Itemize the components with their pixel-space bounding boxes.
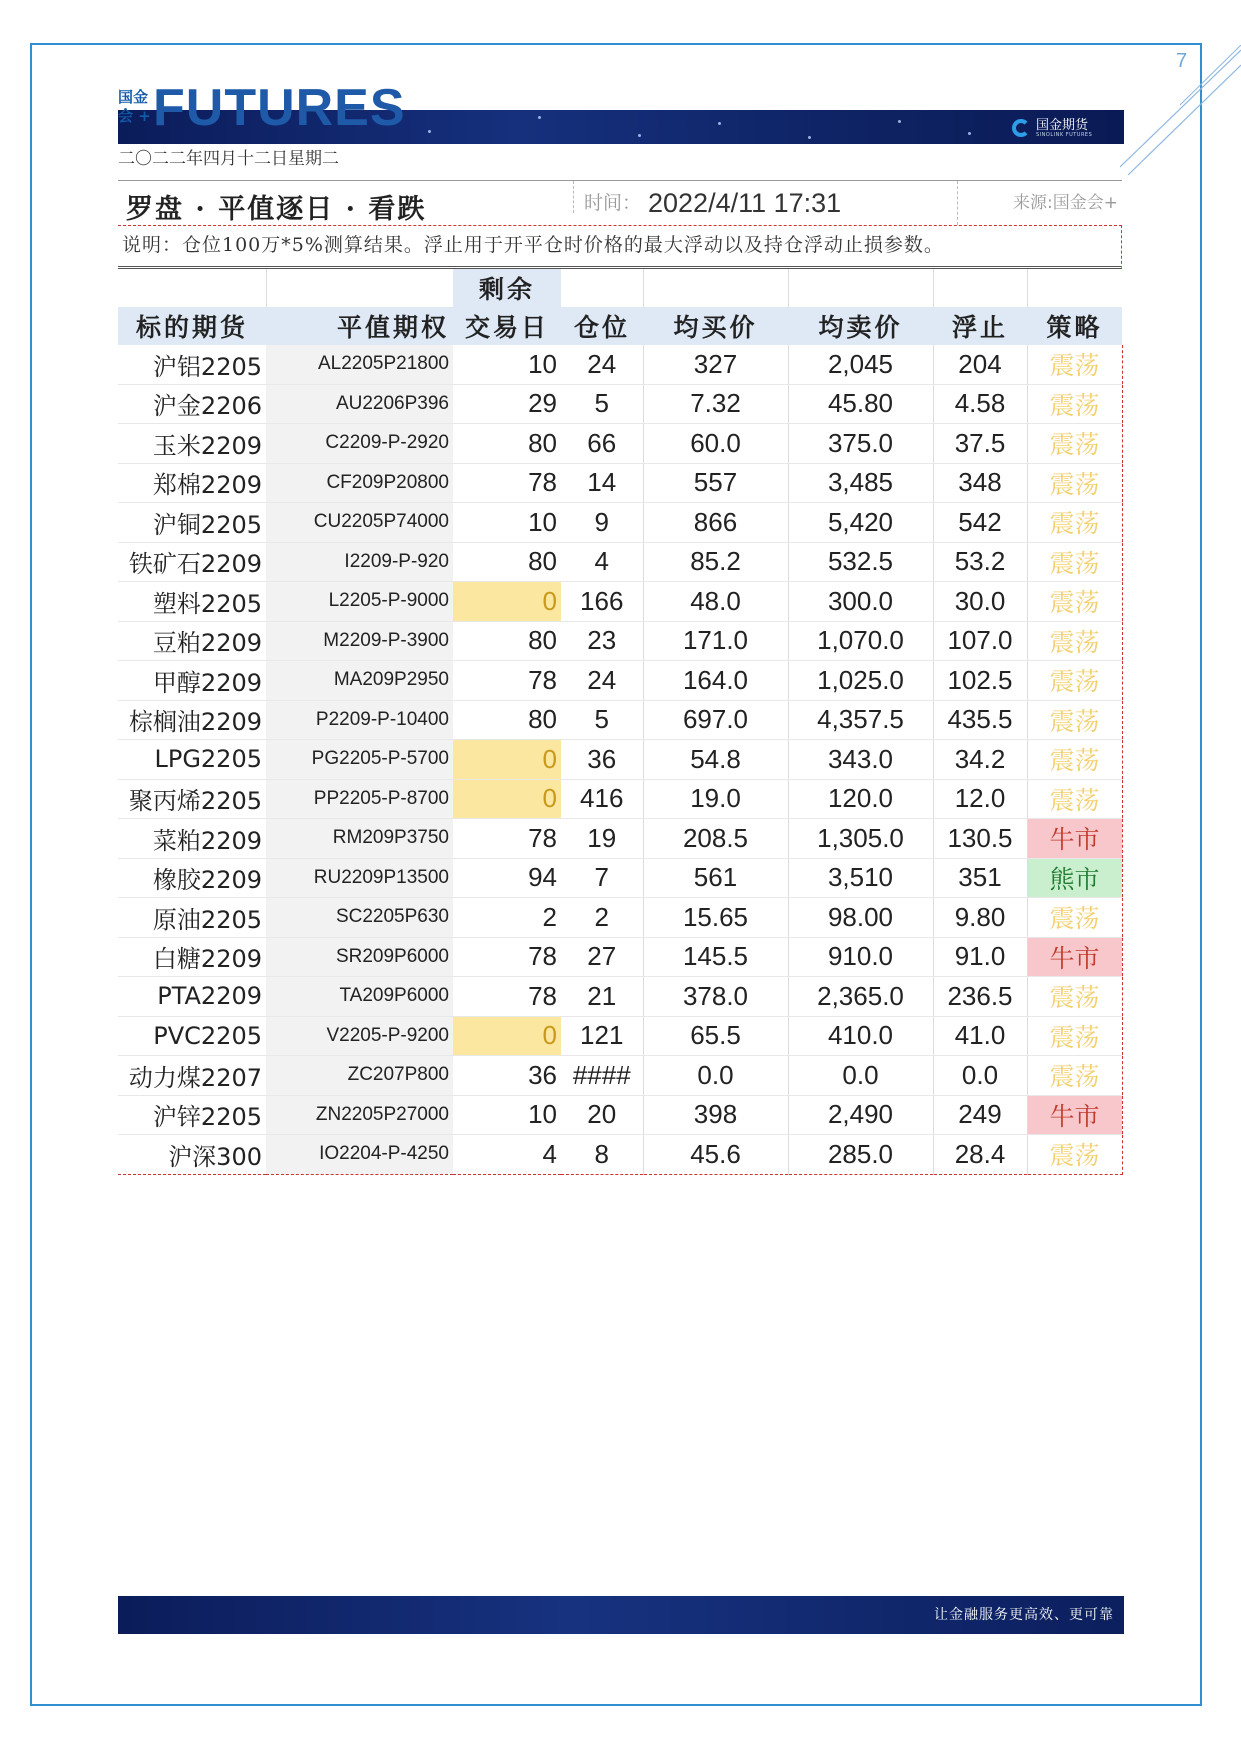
avg-sell-cell: 3,510 [788, 858, 933, 898]
avg-buy-cell: 60.0 [643, 424, 788, 464]
float-stop-cell: 30.0 [933, 582, 1027, 622]
underlying-cell: 橡胶2209 [118, 858, 266, 898]
avg-sell-cell: 45.80 [788, 384, 933, 424]
avg-buy-cell: 557 [643, 463, 788, 503]
float-stop-cell: 204 [933, 345, 1027, 384]
table-row [118, 937, 1122, 977]
column-header: 仓位 [561, 307, 643, 345]
remaining-days-cell: 10 [453, 345, 561, 384]
option-code-cell: CF209P20800 [266, 463, 453, 503]
avg-buy-cell: 561 [643, 858, 788, 898]
strategy-cell: 牛市 [1027, 937, 1122, 977]
position-cell: 121 [561, 1016, 643, 1056]
option-code-cell: I2209-P-920 [266, 542, 453, 582]
avg-sell-cell: 410.0 [788, 1016, 933, 1056]
table-row [118, 1016, 1122, 1056]
float-stop-cell: 348 [933, 463, 1027, 503]
avg-buy-cell: 65.5 [643, 1016, 788, 1056]
underlying-cell: 玉米2209 [118, 424, 266, 464]
float-stop-cell: 28.4 [933, 1135, 1027, 1175]
remaining-days-cell: 78 [453, 819, 561, 859]
table-body [118, 345, 1122, 1174]
table-row [118, 1095, 1122, 1135]
underlying-cell: 沪铝2205 [118, 345, 266, 384]
position-cell: 66 [561, 424, 643, 464]
avg-buy-cell: 54.8 [643, 740, 788, 780]
remaining-days-cell: 36 [453, 1056, 561, 1096]
avg-sell-cell: 1,070.0 [788, 621, 933, 661]
underlying-cell: 聚丙烯2205 [118, 779, 266, 819]
option-code-cell: PP2205-P-8700 [266, 779, 453, 819]
position-cell: 4 [561, 542, 643, 582]
column-header: 策略 [1027, 307, 1122, 345]
time-label: 时间： [573, 181, 641, 213]
report-note: 说明：仓位100万*5%测算结果。浮止用于开平仓时价格的最大浮动以及持仓浮动止损参数。 [118, 225, 1122, 269]
avg-buy-cell: 7.32 [643, 384, 788, 424]
underlying-cell: 沪深300 [118, 1135, 266, 1175]
remaining-days-cell: 78 [453, 937, 561, 977]
strategy-cell: 震荡 [1027, 700, 1122, 740]
float-stop-cell: 9.80 [933, 898, 1027, 938]
table-row [118, 345, 1122, 384]
header-remaining: 剩余 [453, 269, 561, 307]
time-value: 2022/4/11 17:31 [648, 188, 842, 218]
corner-decoration [1120, 45, 1241, 175]
options-table [118, 269, 1123, 1175]
remaining-days-cell: 0 [453, 582, 561, 622]
position-cell: 9 [561, 503, 643, 543]
underlying-cell: PVC2205 [118, 1016, 266, 1056]
strategy-cell: 牛市 [1027, 1095, 1122, 1135]
column-header: 标的期货 [118, 307, 266, 345]
strategy-cell: 震荡 [1027, 384, 1122, 424]
remaining-days-cell: 0 [453, 779, 561, 819]
float-stop-cell: 249 [933, 1095, 1027, 1135]
underlying-cell: 白糖2209 [118, 937, 266, 977]
float-stop-cell: 107.0 [933, 621, 1027, 661]
avg-sell-cell: 300.0 [788, 582, 933, 622]
table-row [118, 819, 1122, 859]
report [118, 180, 1122, 1175]
underlying-cell: 沪锌2205 [118, 1095, 266, 1135]
column-header: 均卖价 [788, 307, 933, 345]
remaining-days-cell: 2 [453, 898, 561, 938]
position-cell: 5 [561, 384, 643, 424]
column-header: 均买价 [643, 307, 788, 345]
table-row [118, 740, 1122, 780]
avg-buy-cell: 45.6 [643, 1135, 788, 1175]
underlying-cell: 原油2205 [118, 898, 266, 938]
option-code-cell: P2209-P-10400 [266, 700, 453, 740]
table-row [118, 542, 1122, 582]
avg-sell-cell: 5,420 [788, 503, 933, 543]
underlying-cell: 甲醇2209 [118, 661, 266, 701]
position-cell: 416 [561, 779, 643, 819]
avg-buy-cell: 0.0 [643, 1056, 788, 1096]
strategy-cell: 震荡 [1027, 582, 1122, 622]
remaining-days-cell: 94 [453, 858, 561, 898]
strategy-cell: 震荡 [1027, 503, 1122, 543]
table-row [118, 661, 1122, 701]
float-stop-cell: 102.5 [933, 661, 1027, 701]
column-header: 平值期权 [266, 307, 453, 345]
float-stop-cell: 37.5 [933, 424, 1027, 464]
avg-buy-cell: 48.0 [643, 582, 788, 622]
avg-sell-cell: 3,485 [788, 463, 933, 503]
column-header: 交易日 [453, 307, 561, 345]
brand-sub: SINOLINK FUTURES [1036, 131, 1093, 138]
strategy-cell: 熊市 [1027, 858, 1122, 898]
option-code-cell: ZN2205P27000 [266, 1095, 453, 1135]
table-row [118, 700, 1122, 740]
float-stop-cell: 12.0 [933, 779, 1027, 819]
avg-sell-cell: 2,490 [788, 1095, 933, 1135]
option-code-cell: SC2205P630 [266, 898, 453, 938]
avg-sell-cell: 1,025.0 [788, 661, 933, 701]
strategy-cell: 震荡 [1027, 463, 1122, 503]
position-cell: 7 [561, 858, 643, 898]
table-row [118, 858, 1122, 898]
table-row [118, 384, 1122, 424]
strategy-cell: 震荡 [1027, 1135, 1122, 1175]
float-stop-cell: 236.5 [933, 977, 1027, 1017]
option-code-cell: SR209P6000 [266, 937, 453, 977]
avg-sell-cell: 0.0 [788, 1056, 933, 1096]
position-cell: 2 [561, 898, 643, 938]
option-code-cell: PG2205-P-5700 [266, 740, 453, 780]
option-code-cell: L2205-P-9000 [266, 582, 453, 622]
position-cell: 5 [561, 700, 643, 740]
brand-name: 国金期货 [1036, 117, 1089, 133]
avg-buy-cell: 145.5 [643, 937, 788, 977]
remaining-days-cell: 0 [453, 740, 561, 780]
float-stop-cell: 34.2 [933, 740, 1027, 780]
underlying-cell: 沪铜2205 [118, 503, 266, 543]
avg-sell-cell: 4,357.5 [788, 700, 933, 740]
option-code-cell: MA209P2950 [266, 661, 453, 701]
float-stop-cell: 53.2 [933, 542, 1027, 582]
table-row [118, 977, 1122, 1017]
avg-sell-cell: 375.0 [788, 424, 933, 464]
float-stop-cell: 351 [933, 858, 1027, 898]
column-header: 浮止 [933, 307, 1027, 345]
underlying-cell: 棕榈油2209 [118, 700, 266, 740]
remaining-days-cell: 78 [453, 977, 561, 1017]
position-cell: 166 [561, 582, 643, 622]
header-row-top [118, 269, 1122, 307]
remaining-days-cell: 80 [453, 542, 561, 582]
option-code-cell: TA209P6000 [266, 977, 453, 1017]
position-cell: 27 [561, 937, 643, 977]
avg-sell-cell: 1,305.0 [788, 819, 933, 859]
avg-sell-cell: 120.0 [788, 779, 933, 819]
avg-buy-cell: 19.0 [643, 779, 788, 819]
page-number: 7 [1176, 50, 1188, 72]
report-head [118, 180, 1122, 225]
underlying-cell: LPG2205 [118, 740, 266, 780]
position-cell: 24 [561, 345, 643, 384]
strategy-cell: 震荡 [1027, 1056, 1122, 1096]
float-stop-cell: 4.58 [933, 384, 1027, 424]
underlying-cell: PTA2209 [118, 977, 266, 1017]
strategy-cell: 震荡 [1027, 345, 1122, 384]
remaining-days-cell: 78 [453, 661, 561, 701]
position-cell: 19 [561, 819, 643, 859]
avg-sell-cell: 285.0 [788, 1135, 933, 1175]
avg-sell-cell: 532.5 [788, 542, 933, 582]
position-cell: 20 [561, 1095, 643, 1135]
underlying-cell: 沪金2206 [118, 384, 266, 424]
table-row [118, 582, 1122, 622]
remaining-days-cell: 4 [453, 1135, 561, 1175]
underlying-cell: 豆粕2209 [118, 621, 266, 661]
source-label: 来源:国金会+ [957, 181, 1118, 225]
option-code-cell: RU2209P13500 [266, 858, 453, 898]
position-cell: 21 [561, 977, 643, 1017]
underlying-cell: 动力煤2207 [118, 1056, 266, 1096]
avg-buy-cell: 697.0 [643, 700, 788, 740]
avg-sell-cell: 98.00 [788, 898, 933, 938]
underlying-cell: 郑棉2209 [118, 463, 266, 503]
strategy-cell: 震荡 [1027, 542, 1122, 582]
remaining-days-cell: 0 [453, 1016, 561, 1056]
avg-buy-cell: 208.5 [643, 819, 788, 859]
float-stop-cell: 542 [933, 503, 1027, 543]
logo-cn: 国金 会 + [118, 88, 151, 125]
position-cell: #### [561, 1056, 643, 1096]
footer-banner [118, 1596, 1124, 1634]
float-stop-cell: 91.0 [933, 937, 1027, 977]
remaining-days-cell: 78 [453, 463, 561, 503]
strategy-cell: 震荡 [1027, 424, 1122, 464]
remaining-days-cell: 80 [453, 424, 561, 464]
position-cell: 8 [561, 1135, 643, 1175]
table-row [118, 1056, 1122, 1096]
avg-buy-cell: 327 [643, 345, 788, 384]
strategy-cell: 牛市 [1027, 819, 1122, 859]
footer-slogan: 让金融服务更高效、更可靠 [934, 1607, 1114, 1623]
strategy-cell: 震荡 [1027, 661, 1122, 701]
position-cell: 36 [561, 740, 643, 780]
option-code-cell: RM209P3750 [266, 819, 453, 859]
position-cell: 14 [561, 463, 643, 503]
strategy-cell: 震荡 [1027, 1016, 1122, 1056]
option-code-cell: V2205-P-9200 [266, 1016, 453, 1056]
header-row [118, 307, 1122, 345]
avg-sell-cell: 343.0 [788, 740, 933, 780]
avg-buy-cell: 866 [643, 503, 788, 543]
table-row [118, 424, 1122, 464]
table-row [118, 503, 1122, 543]
position-cell: 23 [561, 621, 643, 661]
float-stop-cell: 41.0 [933, 1016, 1027, 1056]
strategy-cell: 震荡 [1027, 740, 1122, 780]
remaining-days-cell: 10 [453, 503, 561, 543]
strategy-cell: 震荡 [1027, 779, 1122, 819]
underlying-cell: 菜粕2209 [118, 819, 266, 859]
float-stop-cell: 130.5 [933, 819, 1027, 859]
underlying-cell: 铁矿石2209 [118, 542, 266, 582]
brand-logo [1012, 115, 1092, 141]
option-code-cell: M2209-P-3900 [266, 621, 453, 661]
avg-buy-cell: 398 [643, 1095, 788, 1135]
avg-buy-cell: 85.2 [643, 542, 788, 582]
avg-buy-cell: 171.0 [643, 621, 788, 661]
option-code-cell: AU2206P396 [266, 384, 453, 424]
strategy-cell: 震荡 [1027, 898, 1122, 938]
avg-buy-cell: 164.0 [643, 661, 788, 701]
option-code-cell: AL2205P21800 [266, 345, 453, 384]
remaining-days-cell: 29 [453, 384, 561, 424]
report-title: 罗盘 · 平值逐日 · 看跌 [126, 194, 427, 225]
table-row [118, 898, 1122, 938]
remaining-days-cell: 10 [453, 1095, 561, 1135]
report-date: 二〇二二年四月十二日星期二 [118, 149, 339, 169]
strategy-cell: 震荡 [1027, 977, 1122, 1017]
option-code-cell: CU2205P74000 [266, 503, 453, 543]
avg-sell-cell: 910.0 [788, 937, 933, 977]
avg-buy-cell: 15.65 [643, 898, 788, 938]
brand-circle-icon [1012, 119, 1030, 137]
avg-sell-cell: 2,045 [788, 345, 933, 384]
logo-futures: FUTURES [153, 79, 406, 137]
underlying-cell: 塑料2205 [118, 582, 266, 622]
avg-sell-cell: 2,365.0 [788, 977, 933, 1017]
option-code-cell: ZC207P800 [266, 1056, 453, 1096]
remaining-days-cell: 80 [453, 700, 561, 740]
float-stop-cell: 0.0 [933, 1056, 1027, 1096]
avg-buy-cell: 378.0 [643, 977, 788, 1017]
table-row [118, 1135, 1122, 1175]
remaining-days-cell: 80 [453, 621, 561, 661]
float-stop-cell: 435.5 [933, 700, 1027, 740]
position-cell: 24 [561, 661, 643, 701]
table-row [118, 779, 1122, 819]
table-row [118, 621, 1122, 661]
option-code-cell: IO2204-P-4250 [266, 1135, 453, 1175]
table-row [118, 463, 1122, 503]
option-code-cell: C2209-P-2920 [266, 424, 453, 464]
strategy-cell: 震荡 [1027, 621, 1122, 661]
